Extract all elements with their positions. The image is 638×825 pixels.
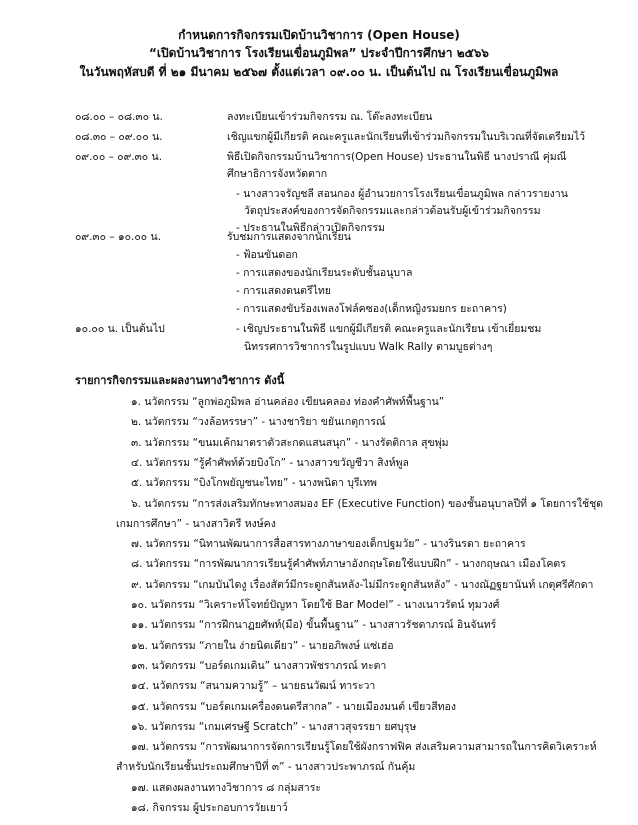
activity-item-6: ๖. นวัตกรรม “การส่งเสริมทักษะทางสมอง EF (Executive Function) ของชั้นอนุบาลปีที่ ๑ โดยการใช้ชุด (131, 497, 604, 510)
schedule-5-sub-1: - เชิญประธานในพิธี แขกผู้มีเกียรติ คณะครูและนักเรียน เข้าเยี่ยมชม (236, 323, 542, 335)
header-line-1: กำหนดการกิจกรรมเปิดบ้านวิชาการ (Open House) (178, 28, 460, 42)
activity-item-10: ๑๐. นวัตกรรม “วิเคราะห์โจทย์ปัญหา โดยใช้ Bar Model” - นางเนาวรัตน์ ทุมวงศ์ (131, 599, 500, 611)
schedule-text-3-cont: ศึกษาธิการจังหวัดตาก (227, 168, 328, 180)
activity-item-1: ๑. นวัตกรรม “ลูกพ่อภูมิพล อ่านคล่อง เขียนคลอง ท่องคำศัพท์พื้นฐาน” (131, 396, 445, 408)
activity-item-8: ๘. นวัตกรรม “การพัฒนาการเรียนรู้คำศัพท์ภาษาอังกฤษโดยใช้แบบฝึก” - นางกฤษณา เมืองโคตร (131, 558, 566, 571)
activity-item-5: ๕. นวัตกรรม “บิงโกพยัญชนะไทย” - นางพนิดา บุรีเทพ (131, 477, 377, 490)
activity-item-19: ๑๘. กิจกรรม ผู้ประกอบการวัยเยาว์ (131, 802, 288, 814)
schedule-4-sub-2: - การแสดงของนักเรียนระดับชั้นอนุบาล (236, 267, 413, 279)
schedule-text-2: เชิญแขกผู้มีเกียรติ คณะครูและนักเรียนที่เข้าร่วมกิจกรรมในบริเวณที่จัดเตรียมไว้ (227, 131, 586, 143)
activity-item-12: ๑๒. นวัตกรรม “ภายใน ง่ายนิดเดียว” - นายอภิพงษ์ แซ่เฮ่อ (131, 639, 394, 652)
activity-item-17: ๑๗. นวัตกรรม “การพัฒนาการจัดการเรียนรู้โดยใช้ผังกราฟฟิค ส่งเสริมความสามารถในการคิดวิเคราะห์ (131, 741, 597, 754)
activity-item-14: ๑๔. นวัตกรรม “สนามความรู้” – นายธนวัฒน์ ทาระวา (131, 680, 376, 693)
schedule-text-1: ลงทะเบียนเข้าร่วมกิจกรรม ณ. โต๊ะลงทะเบียน (227, 111, 433, 123)
schedule-3-sub-2: - ประธานในพิธีกล่าวเปิดกิจกรรม (236, 222, 385, 234)
header-line-3: ในวันพฤหัสบดี ที่ ๒๑ มีนาคม ๒๕๖๗ ตั้งแต่เวลา ๐๙.๐๐ น. เป็นต้นไป ณ โรงเรียนเขื่อนภูมิพล (79, 65, 559, 79)
schedule-3-sub-1: - นางสาวจรัญชลี สอนกอง ผู้อำนวยการโรงเรียนเขื่อนภูมิพล กล่าวรายงาน (236, 188, 568, 200)
schedule-4-sub-4: - การแสดงขับร้องเพลงโฟล์คซอง(เด็กหญิงรมยกร ยะถาคาร) (236, 303, 507, 315)
header-line-2: “เปิดบ้านวิชาการ โรงเรียนเขื่อนภูมิพล” ประจำปีการศึกษา ๒๕๖๖ (149, 46, 489, 60)
activities-heading: รายการกิจกรรมและผลงานทางวิชาการ ดังนี้ (75, 374, 285, 387)
schedule-4-sub-1: - ฟ้อนขันดอก (236, 249, 298, 261)
activity-item-15: ๑๕. นวัตกรรม “บอร์ดเกมเครื่องดนตรีสากล” - นายเมืองมนต์ เขียวสีทอง (131, 700, 456, 713)
schedule-time-3: ๐๙.๐๐ – ๐๙.๓๐ น. (75, 151, 163, 163)
schedule-time-1: ๐๘.๐๐ – ๐๘.๓๐ น. (75, 111, 163, 123)
activity-item-7: ๗. นวัตกรรม “นิทานพัฒนาการสื่อสารทางภาษาของเด็กปฐมวัย” - นางรินรดา ยะถาคาร (131, 538, 526, 551)
activity-item-3: ๓. นวัตกรรม “ขนมเค้กมาตราตัวสะกดแสนสนุก” - นางรัตติกาล สุขพุ่ม (131, 436, 449, 449)
schedule-3-sub-1-cont: วัตถุประสงค์ของการจัดกิจกรรมและกล่าวต้อนรับผู้เข้าร่วมกิจกรรม (244, 205, 541, 217)
activity-item-6-cont: เกมการศึกษา” - นางสาวิตรี หงษ์คง (116, 517, 276, 530)
schedule-time-5: ๑๐.๐๐ น. เป็นต้นไป (75, 323, 165, 335)
activity-item-13: ๑๓. นวัตกรรม “บอร์ดเกมเดิน” นางสาวพัชราภรณ์ ทะตา (131, 659, 387, 672)
schedule-5-sub-1-cont: นิทรรศการวิชาการในรูปแบบ Walk Rally ตามบูธต่างๆ (244, 341, 493, 353)
activity-item-18: ๑๗. แสดงผลงานทางวิชาการ ๘ กลุ่มสาระ (131, 781, 321, 794)
activity-item-9: ๙. นวัตกรรม “เกมบันไดงู เรื่องสัตว์มีกระดูกสันหลัง-ไม่มีกระดูกสันหลัง” - นางณัฏฐยานันท์ เกตุศรีศักดา (131, 578, 594, 591)
schedule-text-3: พิธีเปิดกิจกรรมบ้านวิชาการ(Open House) ประธานในพิธี นางปราณี คุ่มณี (227, 151, 567, 163)
activity-item-11: ๑๑. นวัตกรรม “การฝึกนาฏยศัพท์(มือ) ขั้นพื้นฐาน” - นางสาวรัชดาภรณ์ อินจันทร์ (131, 619, 497, 632)
schedule-time-2: ๐๘.๓๐ – ๐๙.๐๐ น. (75, 131, 163, 143)
activity-item-2: ๒. นวัตกรรม “วงล้อหรรษา” - นางชาริยา ขยันเกตุการณ์ (131, 416, 386, 429)
activity-item-4: ๔. นวัตกรรม “รู้คำศัพท์ด้วยบิงโก” - นางสาวขวัญชีวา สิงห์พูล (131, 456, 409, 469)
schedule-text-4: รับชมการแสดงจากนักเรียน (227, 231, 351, 243)
activity-item-17-cont: สำหรับนักเรียนชั้นประถมศึกษาปีที่ ๓” - นางสาวประพาภรณ์ กันคุ้ม (116, 761, 416, 774)
activity-item-16: ๑๖. นวัตกรรม “เกมเศรษฐี Scratch” - นางสาวสุจรรยา ยศบุรุษ (131, 720, 417, 733)
schedule-time-4: ๐๙.๓๐ – ๑๐.๐๐ น. (75, 231, 162, 243)
schedule-4-sub-3: - การแสดงดนตรีไทย (236, 285, 331, 297)
